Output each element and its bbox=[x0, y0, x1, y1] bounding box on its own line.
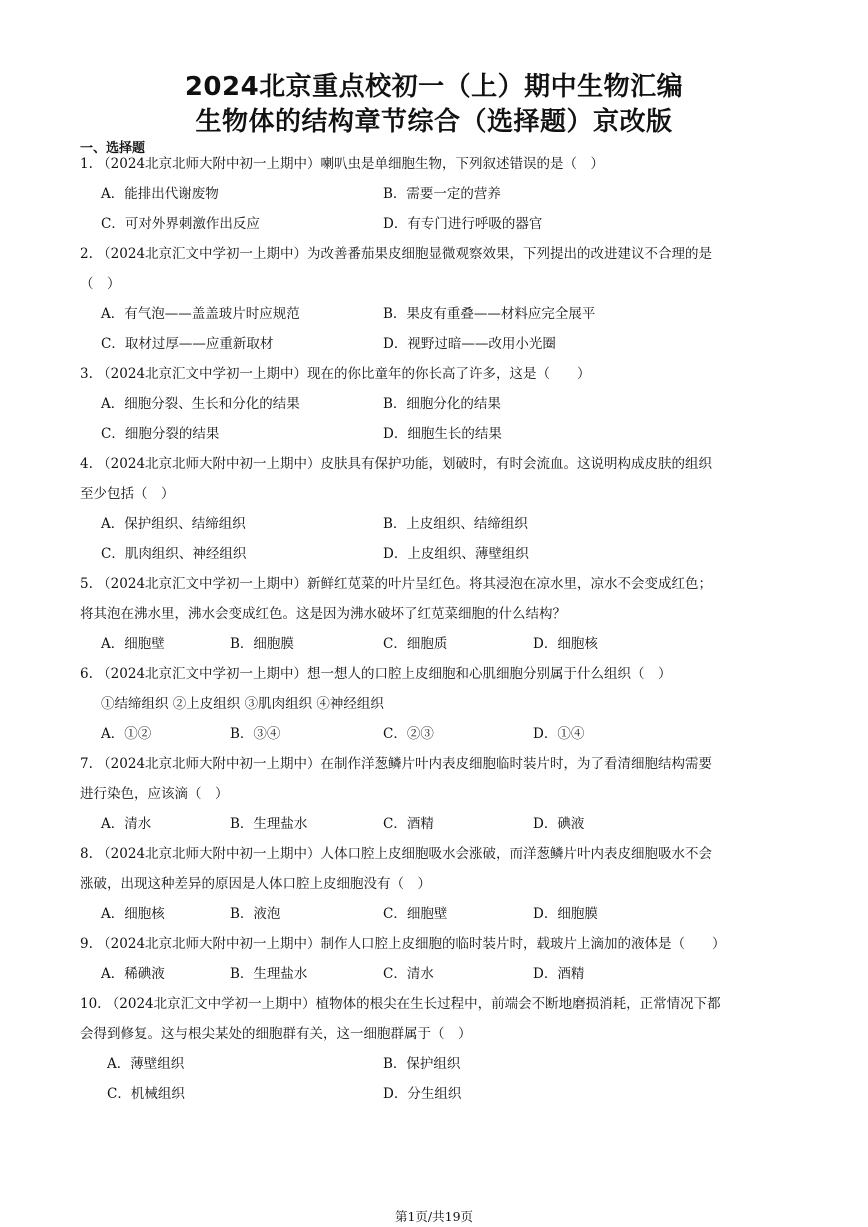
q8-option-b: B．液泡 bbox=[230, 906, 281, 922]
question-3-stem: 3. （2024北京汇文中学初一上期中）现在的你比童年的你长高了许多，这是（ ） bbox=[80, 366, 591, 382]
q5-option-c: C．细胞质 bbox=[383, 636, 448, 652]
q3-option-c: C．细胞分裂的结果 bbox=[101, 426, 220, 442]
q7-option-c: C．酒精 bbox=[383, 816, 434, 832]
q6-option-b: B．③④ bbox=[230, 726, 281, 742]
q4-option-a: A．保护组织、结缔组织 bbox=[101, 516, 246, 532]
question-9-stem: 9. （2024北京北师大附中初一上期中）制作人口腔上皮细胞的临时装片时，载玻片上滴加的液体是（ ） bbox=[80, 936, 726, 952]
q3-option-d: D．细胞生长的结果 bbox=[383, 426, 502, 442]
q3-option-a: A．细胞分裂、生长和分化的结果 bbox=[101, 396, 300, 412]
q9-option-c: C．清水 bbox=[383, 966, 434, 982]
q9-option-b: B．生理盐水 bbox=[230, 966, 308, 982]
q8-option-c: C．细胞壁 bbox=[383, 906, 448, 922]
q7-option-a: A．清水 bbox=[101, 816, 152, 832]
q10-option-b: B．保护组织 bbox=[383, 1056, 461, 1072]
q4-option-d: D．上皮组织、薄壁组织 bbox=[383, 546, 529, 562]
q1-option-d: D．有专门进行呼吸的器官 bbox=[383, 216, 543, 232]
q7-option-d: D．碘液 bbox=[533, 816, 585, 832]
question-10-stem: 10. （2024北京汇文中学初一上期中）植物体的根尖在生长过程中，前端会不断地磨损消耗，正常情况下都 bbox=[80, 996, 721, 1012]
question-2-stem-cont: （ ） bbox=[80, 276, 121, 292]
q1-option-b: B．需要一定的营养 bbox=[383, 186, 501, 202]
q6-option-c: C．②③ bbox=[383, 726, 434, 742]
q10-option-d: D．分生组织 bbox=[383, 1086, 462, 1102]
q1-option-c: C．可对外界刺激作出反应 bbox=[101, 216, 260, 232]
question-1-stem: 1. （2024北京北师大附中初一上期中）喇叭虫是单细胞生物，下列叙述错误的是（ ） bbox=[80, 156, 605, 172]
q2-option-c: C．取材过厚——应重新取材 bbox=[101, 336, 274, 352]
title-line-1: 2024北京重点校初一（上）期中生物汇编 bbox=[184, 72, 684, 102]
question-8-stem-cont: 涨破，出现这种差异的原因是人体口腔上皮细胞没有（ ） bbox=[80, 876, 431, 892]
title-line-2: 生物体的结构章节综合（选择题）京改版 bbox=[195, 107, 673, 137]
q9-option-a: A．稀碘液 bbox=[101, 966, 165, 982]
q2-option-d: D．视野过暗——改用小光圈 bbox=[383, 336, 556, 352]
question-7-stem: 7. （2024北京北师大附中初一上期中）在制作洋葱鳞片叶内表皮细胞临时装片时，为了看清细胞结构需要 bbox=[80, 756, 713, 772]
q6-option-a: A．①② bbox=[101, 726, 152, 742]
q5-option-d: D．细胞核 bbox=[533, 636, 598, 652]
section-heading: 一、选择题 bbox=[80, 141, 146, 156]
q1-option-a: A．能排出代谢废物 bbox=[101, 186, 219, 202]
q2-option-b: B．果皮有重叠——材料应完全展平 bbox=[383, 306, 596, 322]
question-5-stem-cont: 将其泡在沸水里，沸水会变成红色。这是因为沸水破坏了红苋菜细胞的什么结构？ bbox=[80, 606, 566, 622]
q5-option-b: B．细胞膜 bbox=[230, 636, 294, 652]
question-10-stem-cont: 会得到修复。这与根尖某处的细胞群有关，这一细胞群属于（ ） bbox=[80, 1026, 472, 1042]
q7-option-b: B．生理盐水 bbox=[230, 816, 308, 832]
q3-option-b: B．细胞分化的结果 bbox=[383, 396, 501, 412]
question-8-stem: 8. （2024北京北师大附中初一上期中）人体口腔上皮细胞吸水会涨破，而洋葱鳞片叶内表皮细胞吸水不会 bbox=[80, 846, 713, 862]
question-4-stem-cont: 至少包括（ ） bbox=[80, 486, 175, 502]
question-7-stem-cont: 进行染色，应该滴（ ） bbox=[80, 786, 229, 802]
q4-option-b: B．上皮组织、结缔组织 bbox=[383, 516, 528, 532]
q10-option-c: C．机械组织 bbox=[107, 1086, 185, 1102]
q8-option-a: A．细胞核 bbox=[101, 906, 165, 922]
q9-option-d: D．酒精 bbox=[533, 966, 585, 982]
question-5-stem: 5. （2024北京汇文中学初一上期中）新鲜红苋菜的叶片呈红色。将其浸泡在凉水里，凉水不会变成红色； bbox=[80, 576, 713, 592]
question-4-stem: 4. （2024北京北师大附中初一上期中）皮肤具有保护功能，划破时，有时会流血。这说明构成皮肤的组织 bbox=[80, 456, 713, 472]
q5-option-a: A．细胞壁 bbox=[101, 636, 165, 652]
question-2-stem: 2. （2024北京汇文中学初一上期中）为改善番茄果皮细胞显微观察效果，下列提出的改进建议不合理的是 bbox=[80, 246, 713, 262]
q6-option-d: D．①④ bbox=[533, 726, 585, 742]
page-footer: 第1页/共19页 bbox=[394, 1209, 474, 1224]
q10-option-a: A．薄壁组织 bbox=[107, 1056, 185, 1072]
q2-option-a: A．有气泡——盖盖玻片时应规范 bbox=[101, 306, 300, 322]
question-6-stem: 6. （2024北京汇文中学初一上期中）想一想人的口腔上皮细胞和心肌细胞分别属于什么组织（ ） bbox=[80, 666, 672, 682]
question-6-choices: ①结缔组织 ②上皮组织 ③肌肉组织 ④神经组织 bbox=[101, 696, 384, 712]
q4-option-c: C．肌肉组织、神经组织 bbox=[101, 546, 247, 562]
q8-option-d: D．细胞膜 bbox=[533, 906, 598, 922]
